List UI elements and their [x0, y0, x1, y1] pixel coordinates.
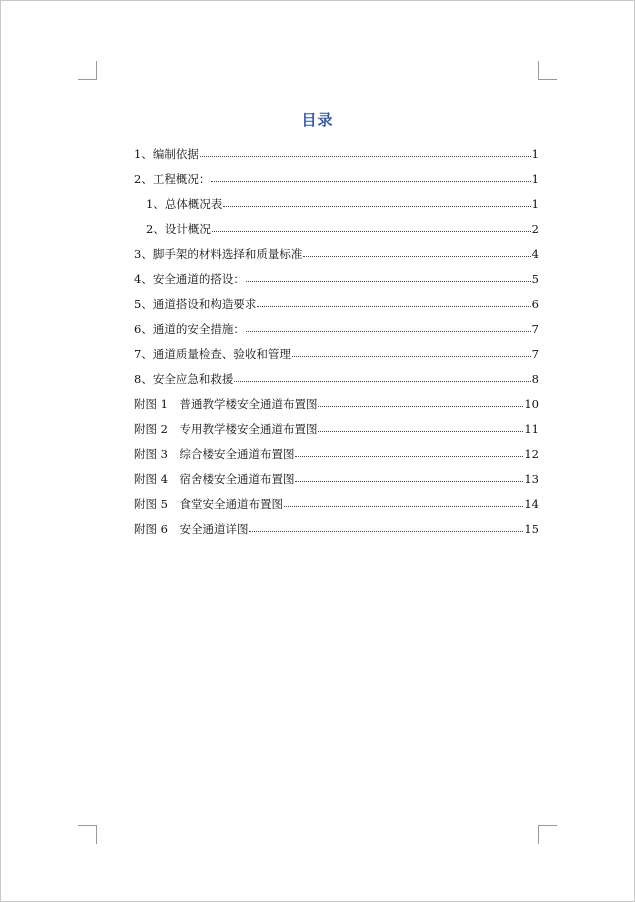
toc-dot-leader	[295, 456, 523, 457]
toc-entry-label: 5、通道搭设和构造要求	[134, 296, 257, 311]
toc-dot-leader	[295, 481, 523, 482]
toc-entry-label: 1、总体概况表	[146, 196, 223, 211]
toc-entry-page-number: 7	[531, 346, 539, 361]
toc-entry-page-number: 14	[524, 496, 539, 511]
toc-entry-label: 附图 2 专用教学楼安全通道布置图	[134, 421, 318, 436]
toc-entry-label: 2、设计概况	[146, 221, 211, 236]
toc-entry-label: 附图 4 宿舍楼安全通道布置图	[134, 471, 295, 486]
toc-dot-leader	[292, 356, 531, 357]
toc-entry[interactable]	[134, 216, 539, 241]
toc-dot-leader	[223, 206, 530, 207]
toc-entry-page-number: 10	[524, 396, 539, 411]
toc-entry-page-number: 6	[531, 296, 539, 311]
toc-entry-page-number: 1	[531, 171, 539, 186]
toc-dot-leader	[246, 331, 531, 332]
toc-entry-label: 6、通道的安全措施：	[134, 321, 245, 336]
toc-entry[interactable]	[134, 316, 539, 341]
toc-dot-leader	[212, 231, 531, 232]
table-of-contents	[134, 141, 539, 541]
crop-mark-top-right	[538, 61, 557, 80]
toc-entry-label: 附图 3 综合楼安全通道布置图	[134, 446, 295, 461]
toc-dot-leader	[318, 406, 523, 407]
toc-entry-page-number: 13	[524, 471, 539, 486]
toc-entry-label: 8、安全应急和救援	[134, 371, 234, 386]
toc-entry[interactable]	[134, 191, 539, 216]
toc-entry-page-number: 2	[531, 221, 539, 236]
toc-dot-leader	[246, 281, 531, 282]
toc-entry-page-number: 5	[531, 271, 539, 286]
toc-dot-leader	[234, 381, 530, 382]
toc-entry-page-number: 1	[531, 146, 539, 161]
toc-entry[interactable]	[134, 441, 539, 466]
toc-entry-label: 4、安全通道的搭设：	[134, 271, 245, 286]
toc-dot-leader	[257, 306, 530, 307]
toc-entry[interactable]	[134, 366, 539, 391]
toc-entry-page-number: 15	[524, 521, 539, 536]
toc-entry[interactable]	[134, 341, 539, 366]
toc-entry[interactable]	[134, 241, 539, 266]
toc-entry-page-number: 7	[531, 321, 539, 336]
toc-dot-leader	[249, 531, 523, 532]
toc-dot-leader	[211, 181, 530, 182]
toc-entry-label: 附图 6 安全通道详图	[134, 521, 249, 536]
toc-entry-label: 7、通道质量检查、验收和管理	[134, 346, 291, 361]
crop-mark-bottom-right	[538, 825, 557, 844]
toc-dot-leader	[200, 156, 531, 157]
toc-entry[interactable]	[134, 416, 539, 441]
toc-entry[interactable]	[134, 491, 539, 516]
toc-entry[interactable]	[134, 166, 539, 191]
toc-dot-leader	[303, 256, 530, 257]
toc-entry-label: 3、脚手架的材料选择和质量标准	[134, 246, 303, 261]
toc-dot-leader	[318, 431, 523, 432]
toc-entry-page-number: 8	[531, 371, 539, 386]
toc-entry-label: 附图 5 食堂安全通道布置图	[134, 496, 283, 511]
toc-entry[interactable]	[134, 291, 539, 316]
crop-mark-bottom-left	[78, 825, 97, 844]
toc-entry-page-number: 1	[531, 196, 539, 211]
crop-mark-top-left	[78, 61, 97, 80]
toc-entry-page-number: 4	[531, 246, 539, 261]
toc-entry-label: 1、编制依据	[134, 146, 199, 161]
toc-dot-leader	[284, 506, 523, 507]
toc-entry[interactable]	[134, 391, 539, 416]
toc-entry[interactable]	[134, 516, 539, 541]
toc-entry-page-number: 12	[524, 446, 539, 461]
toc-entry[interactable]	[134, 141, 539, 166]
toc-entry-page-number: 11	[524, 421, 539, 436]
toc-entry[interactable]	[134, 266, 539, 291]
toc-entry[interactable]	[134, 466, 539, 491]
toc-title: 目录	[301, 111, 334, 129]
toc-entry-label: 2、工程概况：	[134, 171, 211, 186]
toc-entry-label: 附图 1 普通教学楼安全通道布置图	[134, 396, 318, 411]
